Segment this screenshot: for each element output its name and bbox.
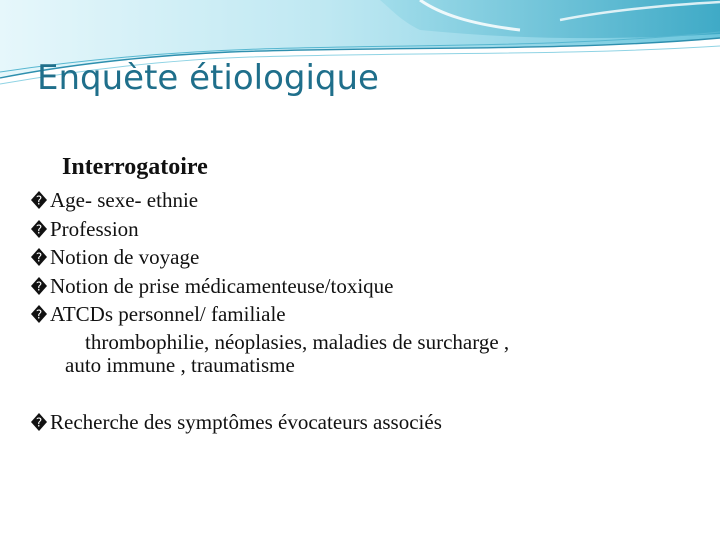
list-item	[30, 243, 690, 272]
replacement-character-icon	[30, 276, 48, 296]
bullet-text: Recherche des symptômes évocateurs associés	[50, 410, 442, 434]
section-subtitle: Interrogatoire	[62, 154, 208, 180]
bullet-text: Profession	[50, 216, 139, 241]
atcd-detail-line: thrombophilie, néoplasies, maladies de surcharge ,	[85, 330, 510, 354]
replacement-character-icon	[30, 412, 48, 432]
list-item	[30, 186, 690, 215]
svg-text:?: ?	[35, 222, 43, 236]
bullet-text: ATCDs personnel/ familiale	[50, 302, 286, 326]
bullet-text: Age- sexe- ethnie	[50, 188, 199, 212]
atcd-detail-line: auto immune , traumatisme	[65, 353, 295, 377]
list-item	[30, 215, 690, 244]
bullet-text: Notion de prise médicamenteuse/toxique	[50, 273, 394, 298]
bullet-list	[30, 186, 690, 329]
list-item	[30, 272, 690, 301]
svg-text:?: ?	[35, 279, 43, 293]
bullet-text: Notion de voyage	[50, 245, 200, 269]
replacement-character-icon	[30, 219, 48, 239]
slide-title: Enquète étiologique	[37, 58, 379, 98]
svg-text:?: ?	[35, 250, 43, 265]
replacement-character-icon	[30, 190, 48, 210]
list-item	[30, 408, 442, 436]
replacement-character-icon	[30, 304, 48, 324]
svg-text:?: ?	[35, 193, 43, 208]
replacement-character-icon	[30, 247, 48, 267]
list-item	[30, 300, 690, 329]
svg-text:?: ?	[35, 415, 43, 430]
svg-text:?: ?	[35, 307, 43, 322]
atcd-detail	[65, 331, 705, 377]
